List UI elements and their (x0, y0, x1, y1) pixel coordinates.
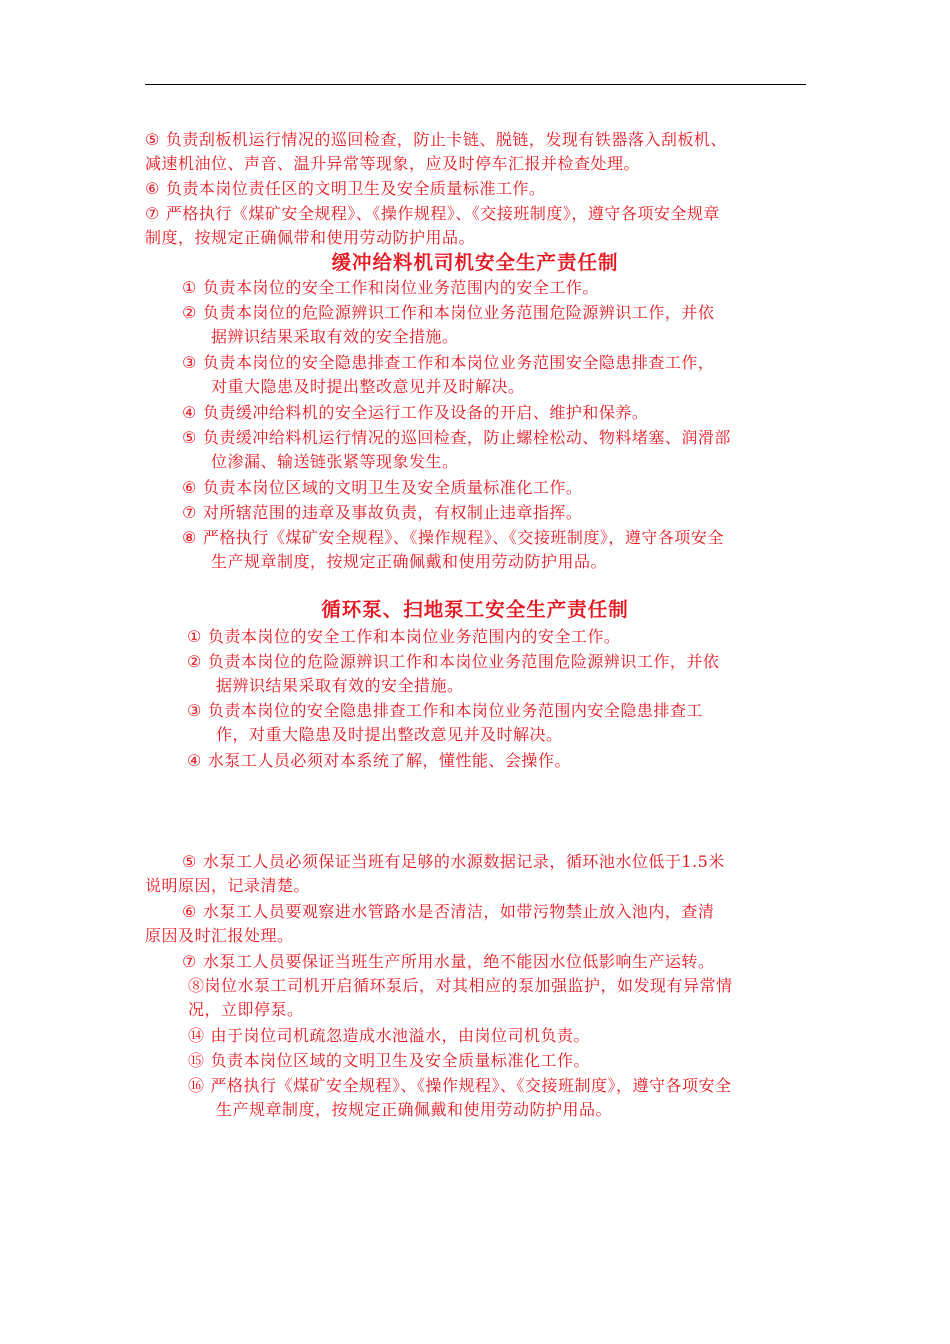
s3-item-6 (182, 900, 714, 924)
s3-item-8-cont: 况，立即停泵。 (188, 1000, 304, 1019)
item-number: ⑦ (145, 204, 160, 223)
item-text: 严格执行《煤矿安全规程》、《操作规程》、《交接班制度》，遵守各项安全 (202, 528, 724, 547)
item-text: 负责缓冲给料机运行情况的巡回检查，防止螺栓松动、物料堵塞、润滑部 (202, 428, 731, 447)
s3-item-16 (188, 1074, 732, 1098)
item-text: 水泵工人员必须对本系统了解，懂性能、会操作。 (207, 751, 571, 770)
item-text: 负责本岗位的危险源辨识工作和本岗位业务范围危险源辨识工作，并依 (207, 652, 720, 671)
s1-item-6 (182, 476, 582, 500)
s1-item-4 (182, 401, 648, 425)
s2-item-3-cont: 作，对重大隐患及时提出整改意见并及时解决。 (216, 725, 563, 744)
item-text: 负责本岗位区域的文明卫生及安全质量标准化工作。 (202, 478, 583, 497)
s3-item-5-cont: 说明原因，记录清楚。 (145, 876, 311, 895)
s3-item-16-cont: 生产规章制度，按规定正确佩戴和使用劳动防护用品。 (216, 1100, 613, 1119)
item-number: ⑦ (182, 952, 197, 971)
item-text: 由于岗位司机疏忽造成水池溢水，由岗位司机负责。 (210, 1026, 591, 1045)
item-text: 水泵工人员要保证当班生产所用水量，绝不能因水位低影响生产运转。 (202, 952, 715, 971)
item-number: ③ (182, 353, 197, 372)
item-text: 岗位水泵工司机开启循环泵后，对其相应的泵加强监护，如发现有异常情 (204, 976, 733, 995)
s3-item-5 (182, 850, 725, 874)
s2-item-3 (187, 699, 703, 723)
item-text: 严格执行《煤矿安全规程》、《操作规程》、《交接班制度》，遵守各项安全 (210, 1076, 732, 1095)
item-number: ⑥ (145, 179, 160, 198)
item-number: ④ (187, 751, 202, 770)
s1-item-8-cont: 生产规章制度，按规定正确佩戴和使用劳动防护用品。 (211, 552, 608, 571)
item-number: ⑤ (145, 130, 160, 149)
s1-item-2-cont: 据辨识结果采取有效的安全措施。 (211, 327, 459, 346)
item-number: ⑯ (188, 1076, 205, 1095)
s1-item-5 (182, 426, 731, 450)
top-item-6 (145, 177, 545, 201)
s3-item-8 (188, 974, 733, 998)
s2-item-4 (187, 749, 571, 773)
s1-item-7 (182, 501, 582, 525)
s1-item-3-cont: 对重大隐患及时提出整改意见并及时解决。 (211, 377, 525, 396)
s3-item-7 (182, 950, 714, 974)
item-number: ② (187, 652, 202, 671)
item-number: ① (187, 627, 202, 646)
s1-item-2 (182, 301, 714, 325)
item-number: ⑤ (182, 852, 197, 871)
item-number: ⑭ (188, 1026, 205, 1045)
item-text: 负责本岗位责任区的文明卫生及安全质量标准工作。 (165, 179, 546, 198)
top-item-7 (145, 202, 720, 226)
item-number: ⑦ (182, 503, 197, 522)
item-text: 负责本岗位区域的文明卫生及安全质量标准化工作。 (210, 1051, 591, 1070)
item-text: 负责刮板机运行情况的巡回检查，防止卡链、脱链，发现有铁器落入刮板机、 (165, 130, 727, 149)
item-number: ③ (187, 701, 202, 720)
item-text: 水泵工人员要观察进水管路水是否清洁，如带污物禁止放入池内，查清 (202, 902, 715, 921)
s1-item-5-cont: 位渗漏、输送链张紧等现象发生。 (211, 452, 459, 471)
item-number: ⑮ (188, 1051, 205, 1070)
item-number: ⑥ (182, 902, 197, 921)
s1-item-1 (182, 276, 599, 300)
item-text: 对所辖范围的违章及事故负责，有权制止违章指挥。 (202, 503, 583, 522)
s2-item-2-cont: 据辨识结果采取有效的安全措施。 (216, 676, 464, 695)
s3-item-15 (188, 1049, 590, 1073)
s3-item-6-cont: 原因及时汇报处理。 (145, 926, 294, 945)
item-text: 负责缓冲给料机的安全运行工作及设备的开启、维护和保养。 (202, 403, 649, 422)
section2-title: 循环泵、扫地泵工安全生产责任制 (321, 598, 629, 621)
item-text: 严格执行《煤矿安全规程》、《操作规程》、《交接班制度》，遵守各项安全规章 (165, 204, 720, 223)
header-rule (145, 84, 806, 85)
item-number: ④ (182, 403, 197, 422)
item-number: ⑥ (182, 478, 197, 497)
item-number: ① (182, 278, 197, 297)
item-text: 水泵工人员必须保证当班有足够的水源数据记录，循环池水位低于1.5米 (202, 852, 725, 871)
item-text: 负责本岗位的危险源辨识工作和本岗位业务范围危险源辨识工作，并依 (202, 303, 715, 322)
item-number: ⑤ (182, 428, 197, 447)
s1-item-3 (182, 351, 714, 375)
section1-title: 缓冲给料机司机安全生产责任制 (331, 251, 619, 274)
s2-item-2 (187, 650, 719, 674)
top-item-5-cont: 减速机油位、声音、温升异常等现象，应及时停车汇报并检查处理。 (145, 154, 641, 173)
item-text: 负责本岗位的安全工作和本岗位业务范围内的安全工作。 (207, 627, 621, 646)
top-item-5 (145, 128, 727, 152)
item-text: 负责本岗位的安全隐患排查工作和本岗位业务范围安全隐患排查工作， (202, 353, 715, 372)
s2-item-1 (187, 625, 620, 649)
item-number: ⑧ (188, 976, 205, 995)
s3-item-14 (188, 1024, 590, 1048)
top-item-7-cont: 制度，按规定正确佩带和使用劳动防护用品。 (145, 228, 476, 247)
item-number: ② (182, 303, 197, 322)
item-text: 负责本岗位的安全隐患排查工作和本岗位业务范围内安全隐患排查工 (207, 701, 703, 720)
item-number: ⑧ (182, 528, 197, 547)
s1-item-8 (182, 526, 724, 550)
item-text: 负责本岗位的安全工作和岗位业务范围内的安全工作。 (202, 278, 599, 297)
